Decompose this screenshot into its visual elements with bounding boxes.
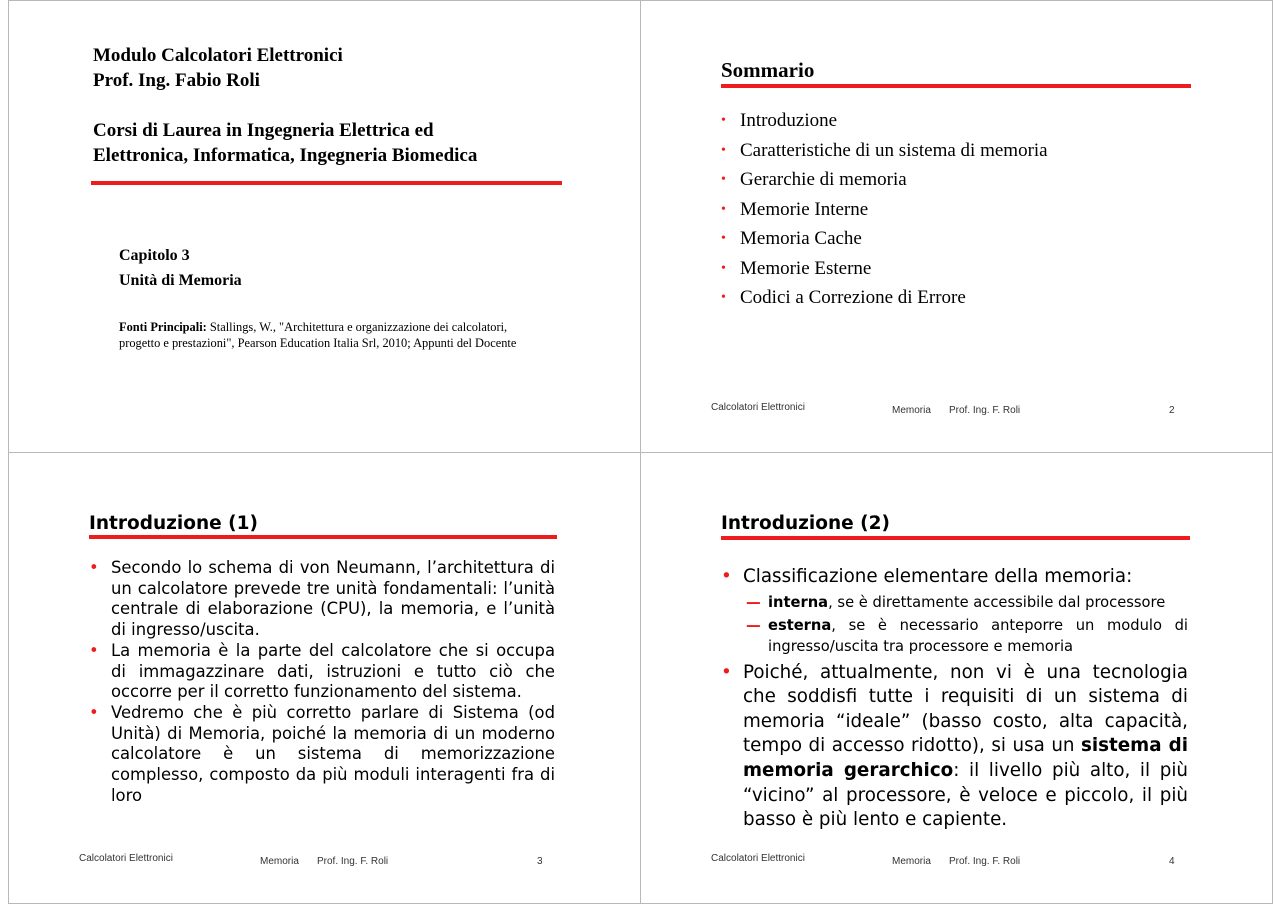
- title-divider: [91, 181, 562, 185]
- list-item: • Secondo lo schema di von Neumann, l’architettura di un calcolatore prevede tre unità fondamentali: l’unità centrale di elaborazione (CPU), la memoria, e l’unità di ingresso/uscita.: [89, 558, 555, 640]
- list-item: • Codici a Correzione di Errore: [721, 283, 1048, 313]
- bullet-icon: •: [89, 640, 99, 660]
- bullet-list: [721, 565, 1188, 833]
- list-item: • Introduzione: [721, 106, 1048, 136]
- slide-title: Sommario: [721, 58, 815, 82]
- footer-course: Calcolatori Elettronici: [711, 853, 805, 864]
- degree-courses: [93, 118, 477, 168]
- footer-course: Calcolatori Elettronici: [711, 402, 805, 413]
- sources-text-1: Stallings, W., "Architettura e organizzazione dei calcolatori,: [206, 320, 508, 334]
- footer-author: Prof. Ing. F. Roli: [949, 405, 1021, 416]
- footer-author: Prof. Ing. F. Roli: [317, 856, 389, 867]
- course-title: Modulo Calcolatori Elettronici: [93, 45, 343, 66]
- title-underline: [721, 84, 1191, 88]
- bullet-icon: •: [721, 566, 732, 587]
- slide-4-introduction-2: [640, 452, 1273, 904]
- bullet-icon: •: [721, 290, 726, 305]
- professor-name: Prof. Ing. Fabio Roli: [93, 70, 260, 91]
- footer-author: Prof. Ing. F. Roli: [949, 856, 1021, 867]
- bullet-icon: •: [721, 661, 732, 683]
- slide-1-title: [8, 0, 641, 453]
- list-item: • Gerarchie di memoria: [721, 165, 1048, 195]
- bullet-icon: •: [721, 142, 726, 158]
- chapter-number: Capitolo 3: [119, 247, 190, 264]
- slide-title: Introduzione (2): [721, 513, 890, 534]
- sub-item-internal: — interna, se è direttamente accessibile dal processore: [746, 593, 1166, 611]
- bullet-icon: •: [89, 558, 99, 577]
- list-item: • Classificazione elementare della memoria:: [721, 565, 1188, 590]
- slide-2-summary: [640, 0, 1273, 453]
- list-item: • Poiché, attualmente, non vi è una tecnologia che soddisfi tutte i requisiti di un sistema di memoria “ideale” (basso costo, alta capacità, tempo di accesso ridotto), si usa un sistema di memoria gerarchico: il livello più alto, il più “vicino” al processore, è veloce e piccolo, il più basso è più lento e capiente.: [721, 661, 1188, 831]
- chapter-title: Unità di Memoria: [119, 272, 242, 289]
- bullet-icon: •: [721, 113, 726, 128]
- bullet-icon: •: [721, 260, 726, 276]
- list-item: • Caratteristiche di un sistema di memoria: [721, 136, 1048, 166]
- course-header: [93, 43, 343, 93]
- list-item: • Memorie Esterne: [721, 254, 1048, 284]
- degree-line-2: Elettronica, Informatica, Ingegneria Biomedica: [93, 145, 478, 166]
- sources: [119, 319, 516, 351]
- footer-topic: Memoria: [260, 856, 299, 867]
- bullet-icon: •: [721, 172, 726, 187]
- slide-3-introduction-1: [8, 452, 641, 904]
- list-item: • Memorie Interne: [721, 195, 1048, 225]
- list-item: • La memoria è la parte del calcolatore che si occupa di immagazzinare dati, istruzioni e tutto ciò che occorre per il corretto funzionamento del sistema.: [89, 640, 555, 702]
- dash-icon: —: [746, 616, 761, 634]
- bullet-icon: •: [721, 201, 726, 217]
- title-underline: [721, 536, 1190, 540]
- list-item: • Memoria Cache: [721, 224, 1048, 254]
- title-underline: [89, 535, 557, 539]
- chapter-block: [119, 243, 242, 293]
- bullet-icon: •: [721, 231, 726, 246]
- dash-icon: —: [746, 593, 761, 611]
- summary-list: [721, 106, 1048, 313]
- footer-topic: Memoria: [892, 856, 931, 867]
- footer-page-number: 4: [1169, 856, 1175, 867]
- footer-topic: Memoria: [892, 405, 931, 416]
- sources-text-2: progetto e prestazioni", Pearson Education Italia Srl, 2010; Appunti del Docente: [119, 336, 517, 350]
- footer-page-number: 2: [1169, 405, 1175, 416]
- degree-line-1: Corsi di Laurea in Ingegneria Elettrica ed: [93, 120, 434, 141]
- list-item: • Vedremo che è più corretto parlare di Sistema (od Unità) di Memoria, poiché la memoria di un moderno calcolatore è un sistema di memorizzazione complesso, composto da più moduli interagenti fra di loro: [89, 702, 555, 805]
- bullet-list: [89, 558, 555, 806]
- sources-label: Fonti Principali:: [119, 320, 207, 334]
- slide-title: Introduzione (1): [89, 513, 258, 534]
- bullet-icon: •: [89, 702, 99, 722]
- sub-item-external: — esterna, se è necessario anteporre un modulo di ingresso/uscita tra processore e memoria: [746, 616, 1188, 655]
- footer-page-number: 3: [537, 856, 543, 867]
- footer-course: Calcolatori Elettronici: [79, 853, 173, 864]
